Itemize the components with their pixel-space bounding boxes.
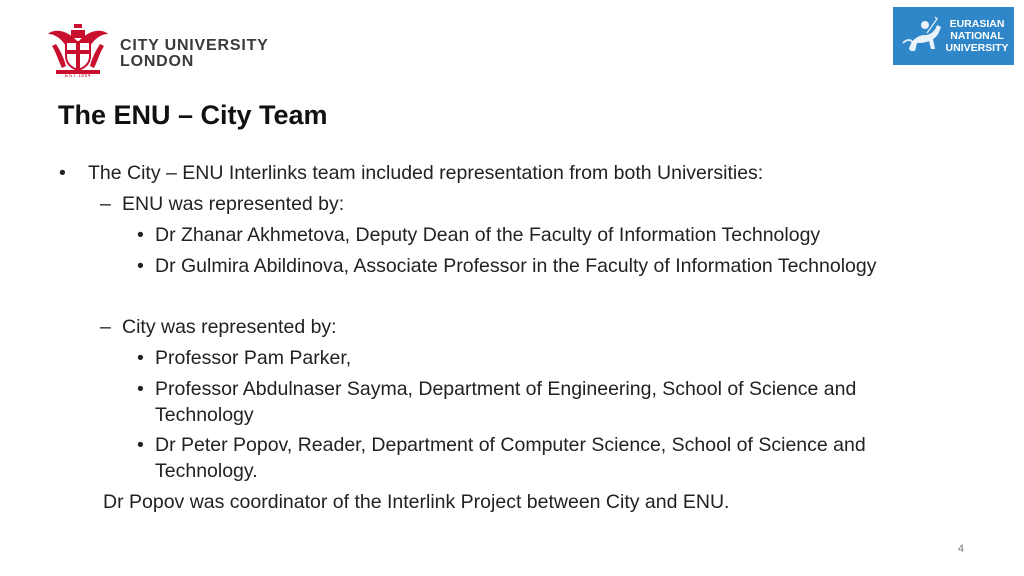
crest-est-text: EST 1894 <box>64 73 92 79</box>
bullet-dot-icon: • <box>137 378 144 400</box>
enu-logo-line2: NATIONAL <box>950 30 1004 42</box>
bullet-dash-icon: – <box>100 193 111 215</box>
enu-logo <box>893 7 1014 65</box>
enu-member-text: Dr Gulmira Abildinova, Associate Professor in the Faculty of Information Technology <box>155 255 877 277</box>
city-university-logo <box>44 20 304 84</box>
city-member-continuation: Technology <box>155 404 254 426</box>
city-logo-line2: LONDON <box>120 53 195 70</box>
enu-name <box>941 18 1013 54</box>
enu-member-text: Dr Zhanar Akhmetova, Deputy Dean of the Faculty of Information Technology <box>155 224 821 246</box>
bullet-dot-icon: • <box>59 162 66 184</box>
enu-heading-text: ENU was represented by: <box>122 193 345 215</box>
city-logo-line1: CITY UNIVERSITY <box>120 37 269 54</box>
city-university-name <box>120 38 269 70</box>
bullet-dot-icon: • <box>137 255 144 277</box>
city-member-text: Professor Abdulnaser Sayma, Department of Engineering, School of Science and <box>155 378 857 400</box>
city-member-text: Professor Pam Parker, <box>155 347 352 369</box>
city-heading-text: City was represented by: <box>122 316 337 338</box>
enu-logo-line3: UNIVERSITY <box>945 42 1009 54</box>
intro-text: The City – ENU Interlinks team included representation from both Universities: <box>88 162 764 184</box>
city-member-text: Dr Peter Popov, Reader, Department of Computer Science, School of Science and <box>155 434 866 456</box>
closing-note: Dr Popov was coordinator of the Interlink Project between City and ENU. <box>103 491 730 513</box>
bullet-dash-icon: – <box>100 316 111 338</box>
slide-title: The ENU – City Team <box>58 100 328 130</box>
bullet-dot-icon: • <box>137 434 144 456</box>
bullet-dot-icon: • <box>137 224 144 246</box>
enu-logo-line1: EURASIAN <box>949 18 1005 30</box>
city-member-continuation: Technology. <box>155 460 258 482</box>
page-number: 4 <box>957 543 964 555</box>
bullet-dot-icon: • <box>137 347 144 369</box>
